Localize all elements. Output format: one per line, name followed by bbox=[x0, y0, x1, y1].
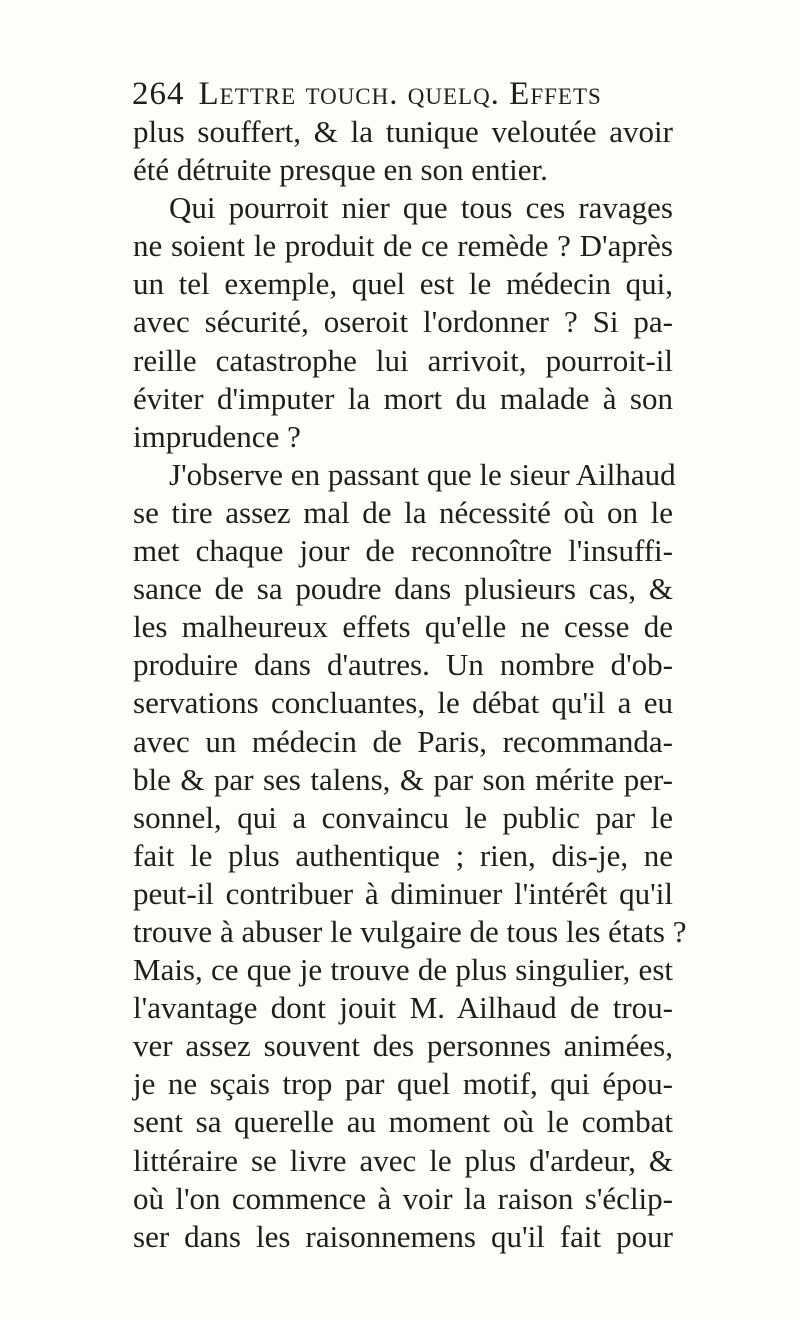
text-line: avec un médecin de Paris, recommanda- bbox=[133, 723, 673, 759]
text-line: où l'on commence à voir la raison s'éclip- bbox=[133, 1180, 673, 1216]
text-line: avec sécurité, oseroit l'ordonner ? Si pa- bbox=[133, 304, 673, 340]
text-line: un tel exemple, quel est le médecin qui, bbox=[133, 266, 673, 302]
running-title: Lettre touch. quelq. Effets bbox=[198, 76, 602, 112]
text-line: je ne sçais trop par quel motif, qui épou- bbox=[133, 1066, 673, 1102]
text-line: fait le plus authentique ; rien, dis-je, ne bbox=[133, 837, 673, 873]
text-line: été détruite presque en son entier. bbox=[133, 152, 548, 188]
text-line: sance de sa poudre dans plusieurs cas, & bbox=[133, 571, 673, 607]
text-line: se tire assez mal de la nécessité où on le bbox=[133, 494, 673, 530]
text-line: trouve à abuser le vulgaire de tous les états ? bbox=[133, 913, 687, 949]
text-line: reille catastrophe lui arrivoit, pourroit-il bbox=[133, 342, 673, 378]
text-line: Qui pourroit nier que tous ces ravages bbox=[169, 190, 673, 226]
text-line: plus souffert, & la tunique veloutée avoir bbox=[133, 114, 673, 149]
text-line: met chaque jour de reconnoître l'insuffi- bbox=[133, 533, 673, 569]
running-head bbox=[132, 72, 672, 116]
text-line: ne soient le produit de ce remède ? D'après bbox=[133, 228, 673, 264]
text-line: les malheureux effets qu'elle ne cesse de bbox=[133, 609, 673, 645]
text-line: ble & par ses talens, & par son mérite per- bbox=[133, 761, 673, 797]
text-line: peut-il contribuer à diminuer l'intérêt qu'il bbox=[133, 875, 673, 911]
text-line: produire dans d'autres. Un nombre d'ob- bbox=[133, 647, 673, 683]
text-line: Mais, ce que je trouve de plus singulier, est bbox=[133, 952, 673, 988]
text-line: sonnel, qui a convaincu le public par le bbox=[133, 799, 673, 835]
text-line: littéraire se livre avec le plus d'ardeur, & bbox=[133, 1142, 673, 1178]
text-line: sent sa querelle au moment où le combat bbox=[133, 1104, 673, 1140]
page-number: 264 bbox=[132, 76, 185, 112]
text-line: J'observe en passant que le sieur Ailhaud bbox=[169, 456, 676, 492]
text-line: servations concluantes, le débat qu'il a eu bbox=[133, 685, 673, 721]
text-line: l'avantage dont jouit M. Ailhaud de trou- bbox=[133, 990, 673, 1026]
text-line: ver assez souvent des personnes animées, bbox=[133, 1028, 673, 1064]
text-line: éviter d'imputer la mort du malade à son bbox=[133, 380, 673, 416]
body-text bbox=[133, 113, 687, 1256]
text-line: ser dans les raisonnemens qu'il fait pour bbox=[133, 1218, 673, 1254]
text-line: imprudence ? bbox=[133, 418, 301, 454]
